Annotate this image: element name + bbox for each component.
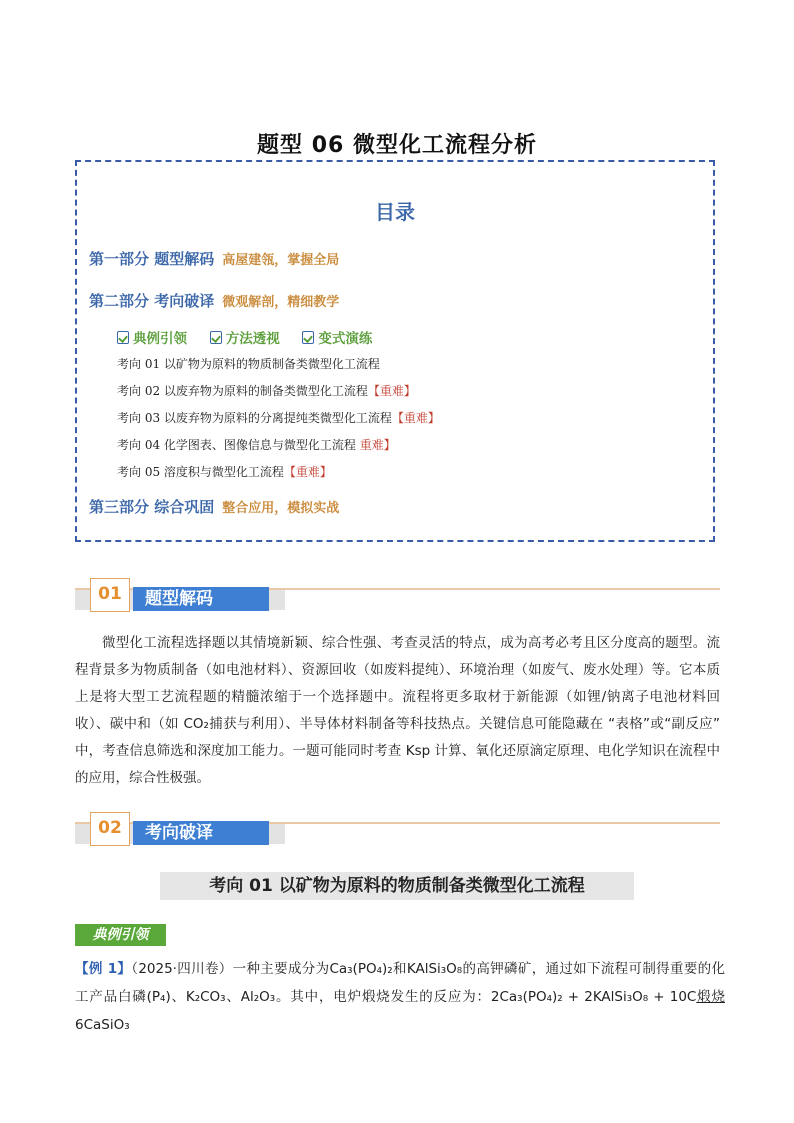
toc-item[interactable]: 考向 01 以矿物为原料的物质制备类微型化工流程 (117, 357, 380, 371)
example-text-end: 6CaSiO₃ (75, 1017, 130, 1033)
toc-heading: 目录 (375, 200, 415, 224)
toc-part-label: 第三部分 综合巩固 (89, 498, 215, 516)
section-label: 题型解码 (133, 587, 269, 611)
table-of-contents (75, 160, 715, 542)
toc-tag-example[interactable]: 典例引领 (117, 327, 187, 347)
checklist-icon (302, 331, 314, 344)
section-header-2 (75, 812, 720, 846)
toc-part-desc: 微观解剖，精细教学 (222, 295, 340, 310)
toc-part-label: 第一部分 题型解码 (89, 250, 215, 268)
example-paragraph (75, 955, 725, 1039)
example-text: （2025·四川卷）一种主要成分为Ca₃(PO₄)₂和KAlSi₃O₈的高钾磷矿，通过如下流程可制得重要的化工产品白磷(P₄)、K₂CO₃、Al₂O₃。其中，电炉煅烧发生的反应为：2Ca₃(PO₄)₂ + 2KAlSi₃O₈ + 10C (75, 961, 725, 1005)
toc-item[interactable]: 考向 04 化学图表、图像信息与微型化工流程 重难】 (117, 438, 396, 452)
checklist-icon (117, 331, 129, 344)
toc-tag-method[interactable]: 方法透视 (210, 327, 280, 347)
page-title: 题型 06 微型化工流程分析 (257, 133, 537, 158)
toc-tag-practice[interactable]: 变式演练 (302, 327, 372, 347)
example-tag: 典例引领 (75, 924, 166, 946)
section-label: 考向破译 (133, 821, 269, 845)
toc-part-3[interactable] (89, 496, 339, 517)
checklist-icon (210, 331, 222, 344)
toc-part-desc: 高屋建瓴，掌握全局 (222, 253, 340, 268)
example-label: 【例 1】 (75, 961, 132, 977)
topic-heading: 考向 01 以矿物为原料的物质制备类微型化工流程 (160, 872, 634, 900)
toc-part-1[interactable] (89, 248, 339, 269)
toc-part-desc: 整合应用，模拟实战 (222, 501, 340, 516)
section-number: 01 (90, 578, 130, 612)
toc-item[interactable]: 考向 03 以废弃物为原料的分离提纯类微型化工流程【重难】 (117, 411, 440, 425)
toc-part-2[interactable] (89, 290, 339, 311)
reaction-condition: 煅烧 (696, 989, 725, 1005)
toc-tags (117, 327, 390, 348)
section-number: 02 (90, 812, 130, 846)
toc-item[interactable]: 考向 02 以废弃物为原料的制备类微型化工流程【重难】 (117, 384, 416, 398)
toc-part-label: 第二部分 考向破译 (89, 292, 215, 310)
section-header-1 (75, 578, 720, 612)
intro-paragraph: 微型化工流程选择题以其情境新颖、综合性强、考查灵活的特点，成为高考必考且区分度高的题型。流程背景多为物质制备（如电池材料）、资源回收（如废料提纯）、环境治理（如废气、废水处理）等。它本质上是将大型工艺流程题的精髓浓缩于一个选择题中。流程将更多取材于新能源（如锂/钠离子电池材料回收）、碳中和（如 CO₂捕获与利用）、半导体材料制备等科技热点。关键信息可能隐藏在 “表格”或“副反应” 中，考查信息筛选和深度加工能力。一题可能同时考查 Ksp 计算、氧化还原滴定原理、电化学知识在流程中的应用，综合性极强。 (75, 635, 720, 786)
toc-item[interactable]: 考向 05 溶度积与微型化工流程【重难】 (117, 465, 332, 479)
